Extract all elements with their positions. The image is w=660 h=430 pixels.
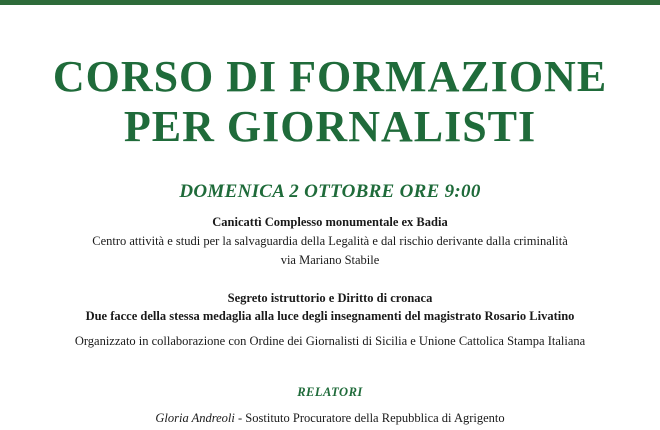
speaker-name: Gloria Andreoli [155,411,235,425]
topic-line-2: Due facce della stessa medaglia alla luce degli insegnamenti del magistrato Rosario Livatino [85,309,575,323]
page-title-line-2: PER GIORNALISTI [123,102,537,151]
speakers-heading: RELATORI [297,385,363,399]
event-venue: Canicattì Complesso monumentale ex Badia [212,215,448,229]
speaker-item [0,410,660,426]
event-date-time: DOMENICA 2 OTTOBRE ORE 9:00 [179,181,481,202]
event-address: via Mariano Stabile [280,253,380,267]
page-title-line-1: CORSO DI FORMAZIONE [52,52,608,101]
top-accent-bar [0,0,660,5]
event-venue-description: Centro attività e studi per la salvaguardia della Legalità e dal rischio derivante dalla criminalità [92,234,568,248]
speaker-role: - Sostituto Procuratore della Repubblica di Agrigento [234,411,505,425]
organization-note: Organizzato in collaborazione con Ordine dei Giornalisti di Sicilia e Unione Cattolica Stampa Italiana [74,334,586,348]
topic-line-1: Segreto istruttorio e Diritto di cronaca [227,291,433,305]
